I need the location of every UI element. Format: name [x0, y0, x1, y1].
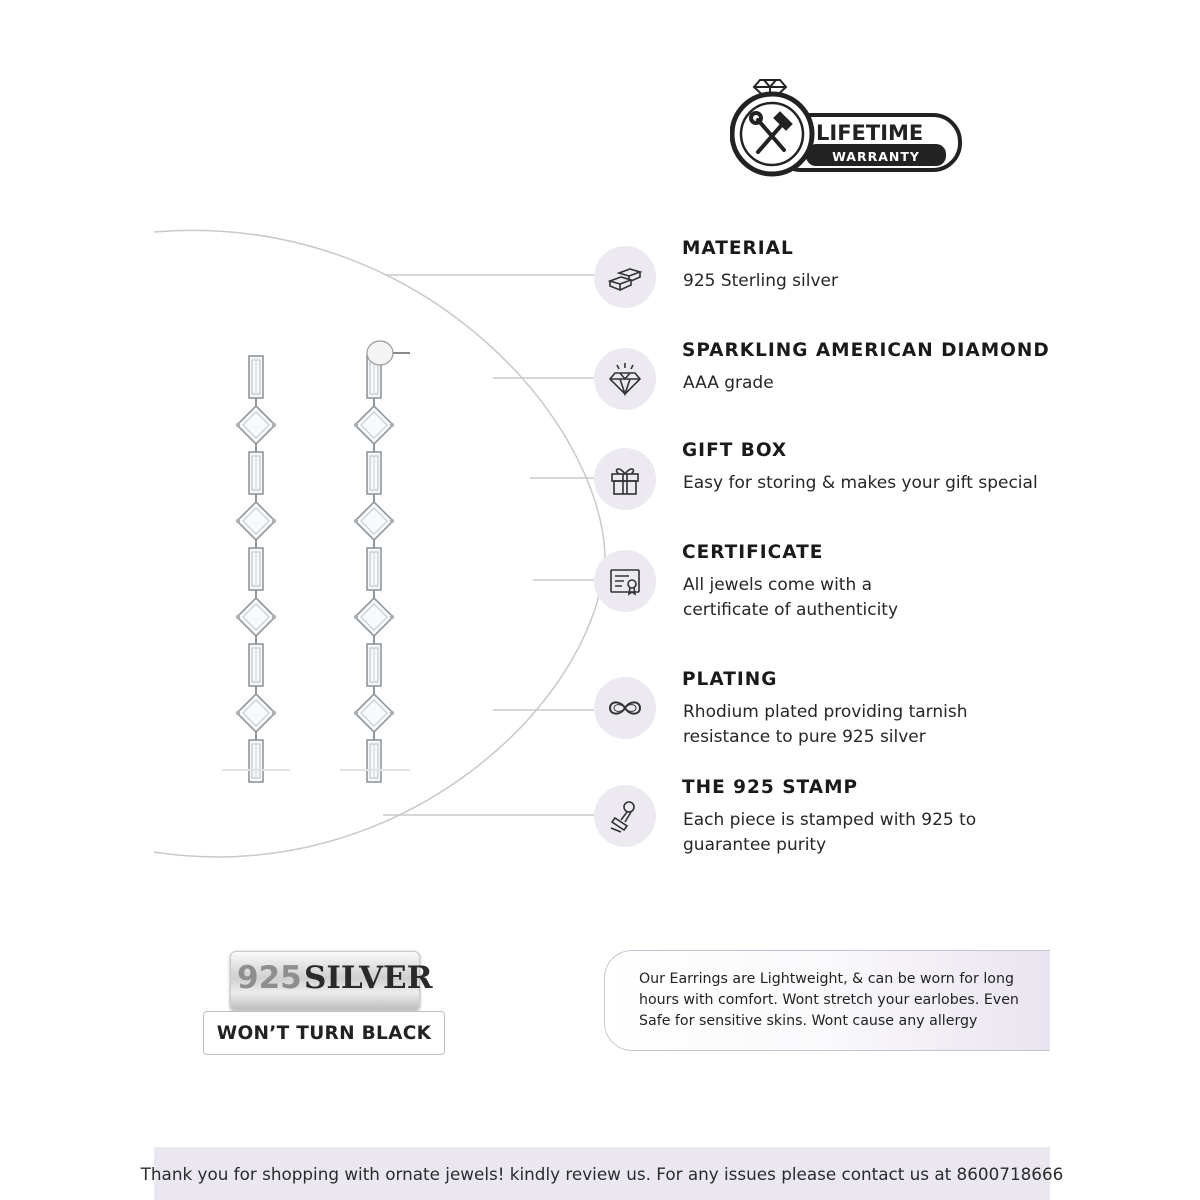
prong	[236, 615, 240, 619]
prong	[236, 711, 240, 715]
wont-turn-black-label: WON’T TURN BLACK	[203, 1011, 445, 1055]
comfort-note-text: Our Earrings are Lightweight, & can be worn for long hours with comfort. Wont stretch your earlobes. Even Safe for sensitive skins. Wont cause any allergy	[639, 971, 1019, 1029]
prong	[354, 423, 358, 427]
prong	[390, 519, 394, 523]
925-silver-plate	[230, 951, 433, 1011]
prong	[272, 519, 276, 523]
feature-desc: Rhodium plated providing tarnish resistance to pure 925 silver	[683, 702, 968, 747]
prong	[354, 519, 358, 523]
gift-box-icon	[594, 448, 656, 510]
prong	[272, 615, 276, 619]
badge-line2: WARRANTY	[832, 149, 920, 164]
feature-title: GIFT BOX	[682, 440, 788, 461]
infinity-icon	[594, 677, 656, 739]
prong	[272, 423, 276, 427]
earring-stud-back	[367, 341, 410, 365]
silver-word: SILVER	[304, 960, 433, 996]
earring-right	[354, 356, 394, 782]
badge-line1: LIFETIME	[816, 121, 924, 145]
feature-title: MATERIAL	[682, 238, 794, 259]
connector-lines	[383, 275, 594, 815]
lifetime-warranty-badge	[730, 72, 970, 182]
stamp-icon	[594, 785, 656, 847]
feature-desc: All jewels come with a certificate of authenticity	[683, 575, 899, 620]
feature-desc: Easy for storing & makes your gift special	[683, 473, 1038, 493]
prong	[236, 519, 240, 523]
feature-desc: AAA grade	[683, 373, 774, 393]
diamond-icon	[594, 348, 656, 410]
feature-desc: Each piece is stamped with 925 to guarantee purity	[683, 810, 977, 855]
silver-number: 925	[237, 960, 302, 996]
silver-bars-icon	[594, 246, 656, 308]
feature-desc: 925 Sterling silver	[683, 271, 838, 291]
prong	[390, 615, 394, 619]
prong	[236, 423, 240, 427]
prong	[390, 423, 394, 427]
earring-left	[236, 356, 276, 782]
feature-title: THE 925 STAMP	[682, 777, 859, 798]
prong	[354, 711, 358, 715]
comfort-note-box	[604, 950, 1050, 1051]
prong	[354, 615, 358, 619]
certificate-icon	[594, 550, 656, 612]
feature-title: SPARKLING AMERICAN DIAMOND	[682, 340, 1050, 361]
prong	[272, 711, 276, 715]
feature-title: CERTIFICATE	[682, 542, 824, 563]
prong	[390, 711, 394, 715]
feature-title: PLATING	[682, 669, 778, 690]
footer-banner: Thank you for shopping with ornate jewels! kindly review us. For any issues please contact us at 8600718666	[154, 1147, 1050, 1200]
